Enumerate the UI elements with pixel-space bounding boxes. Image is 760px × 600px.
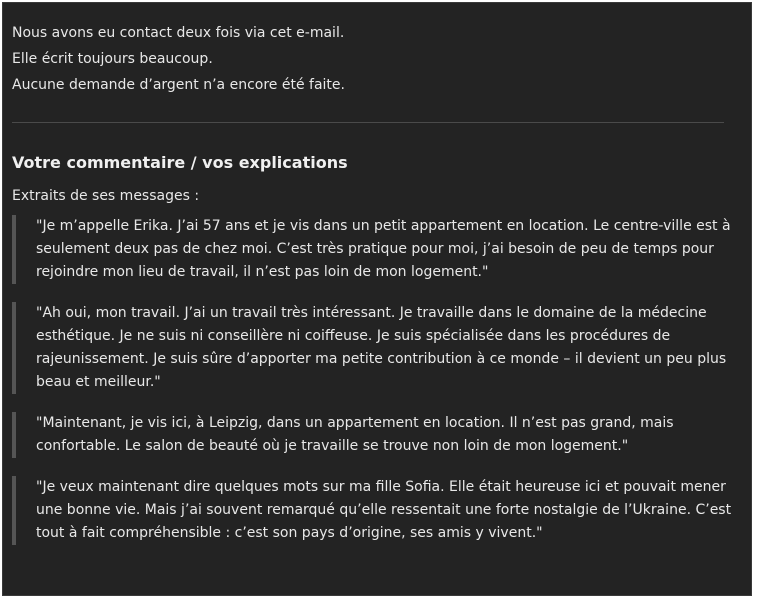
quote-block: "Ah oui, mon travail. J’ai un travail très intéressant. Je travaille dans le domaine de la médecine esthétique. Je ne suis ni conseillère ni coiffeuse. Je suis spécialisée dans les procédures de rajeunissement. Je suis sûre d’apporter ma petite contribution à ce monde – il devient un peu plus beau et meilleur." xyxy=(12,302,732,394)
quotes-list xyxy=(12,215,732,563)
quote-block: "Je m’appelle Erika. J’ai 57 ans et je vis dans un petit appartement en location. Le centre-ville est à seulement deux pas de chez moi. C’est très pratique pour moi, j’ai besoin de peu de temps pour rejoindre mon lieu de travail, il n’est pas loin de mon logement." xyxy=(12,215,732,284)
section-title: Votre commentaire / vos explications xyxy=(12,153,348,172)
section-divider xyxy=(12,122,724,123)
intro-line: Elle écrit toujours beaucoup. xyxy=(12,51,213,67)
intro-line: Nous avons eu contact deux fois via cet e-mail. xyxy=(12,25,345,41)
intro-line: Aucune demande d’argent n’a encore été faite. xyxy=(12,77,345,93)
quote-block: "Je veux maintenant dire quelques mots sur ma fille Sofia. Elle était heureuse ici et pouvait mener une bonne vie. Mais j’ai souvent remarqué qu’elle ressentait une forte nostalgie de l’Ukraine. C’est tout à fait compréhensible : c’est son pays d’origine, ses amis y vivent." xyxy=(12,476,732,545)
message-panel xyxy=(2,2,752,596)
section-intro: Extraits de ses messages : xyxy=(12,188,200,204)
quote-block: "Maintenant, je vis ici, à Leipzig, dans un appartement en location. Il n’est pas grand, mais confortable. Le salon de beauté où je travaille se trouve non loin de mon logement." xyxy=(12,412,732,458)
intro-text xyxy=(12,20,345,98)
